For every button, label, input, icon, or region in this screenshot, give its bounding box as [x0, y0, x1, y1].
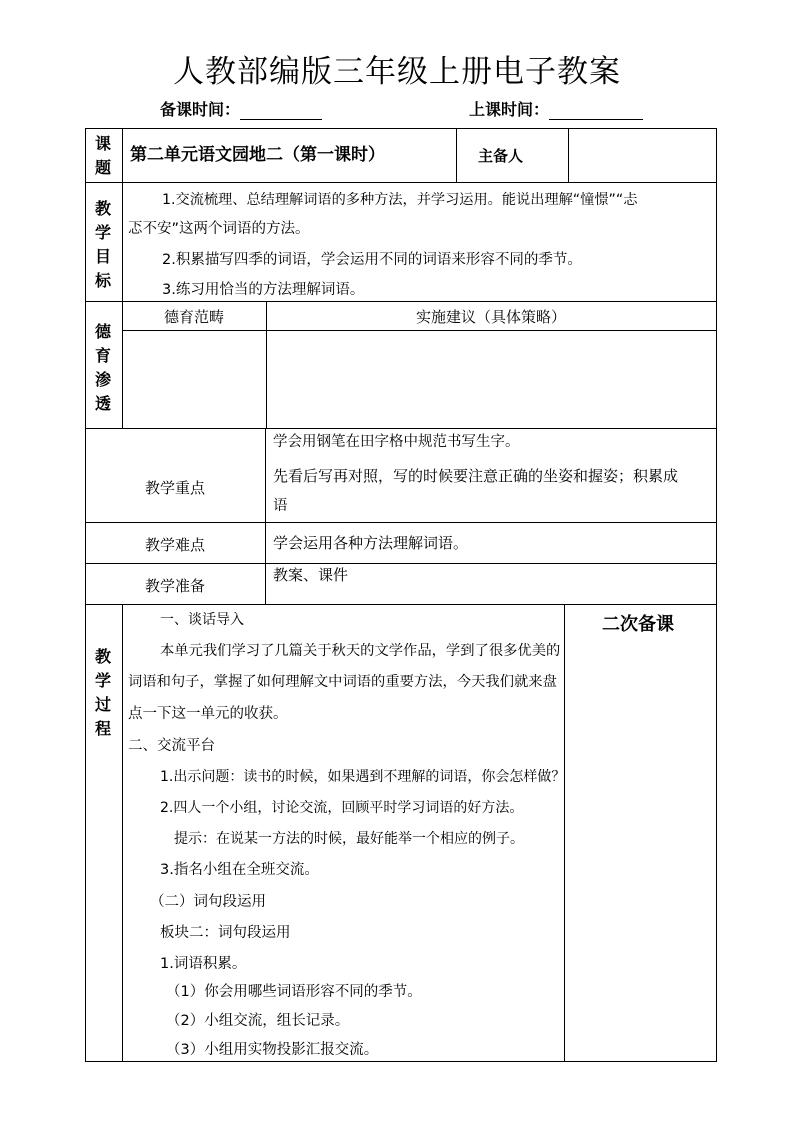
class-time-label: 上课时间：	[469, 100, 550, 119]
process-label-char: 学	[94, 671, 111, 690]
goals-label	[93, 197, 113, 293]
process-line: 点一下这一单元的收获。	[128, 706, 288, 722]
owner-label: 主备人	[478, 147, 524, 165]
moral-label-char: 透	[94, 394, 111, 413]
row-divider	[85, 563, 717, 564]
row-divider	[85, 301, 717, 302]
process-line: （1）你会用哪些词语形容不同的季节。	[166, 984, 422, 1000]
table-border-bottom	[85, 1061, 717, 1062]
topic-value: 第二单元语文园地二（第一课时）	[130, 145, 385, 165]
moral-label	[93, 320, 113, 416]
goals-label-char: 标	[94, 271, 111, 290]
col-divider	[122, 128, 123, 429]
topic-label-char: 课	[94, 134, 111, 153]
table-border-right	[716, 128, 717, 1062]
process-line: 板块二：词句段运用	[160, 925, 291, 941]
row-divider	[85, 604, 717, 605]
key-point-line: 学会用钢笔在田字格中规范书写生字。	[273, 434, 520, 450]
col-divider	[568, 128, 569, 183]
moral-label-char: 育	[94, 346, 111, 365]
col-divider	[122, 604, 123, 1062]
goals-label-char: 目	[94, 247, 111, 266]
goal-line: 1.交流梳理、总结理解词语的多种方法，并学习运用。能说出理解“憧憬”“忐	[162, 192, 638, 208]
col-divider	[456, 128, 457, 183]
process-line: 2.四人一个小组，讨论交流，回顾平时学习词语的好方法。	[160, 800, 524, 816]
prep-time-field	[160, 97, 322, 120]
process-line: 一、谈话导入	[160, 612, 244, 628]
preparation-label: 教学准备	[144, 577, 205, 595]
goals-label-char: 教	[94, 199, 111, 218]
process-line: 二、交流平台	[128, 738, 215, 754]
preparation-value: 教案、课件	[273, 566, 349, 584]
prep-time-blank	[240, 103, 322, 120]
class-time-blank	[549, 103, 643, 120]
difficulty-label: 教学难点	[144, 536, 205, 554]
class-time-field	[469, 97, 643, 120]
topic-label	[93, 132, 113, 180]
process-label-char: 教	[94, 647, 111, 666]
process-line: 本单元我们学习了几篇关于秋天的文学作品，学到了很多优美的	[160, 643, 561, 659]
moral-label-char: 德	[94, 322, 111, 341]
topic-label-char: 题	[94, 158, 111, 177]
second-prep-header: 二次备课	[602, 614, 674, 635]
row-divider	[85, 182, 717, 183]
process-line: 1.出示问题：读书的时候，如果遇到不理解的词语，你会怎样做？	[160, 769, 566, 785]
key-point-line: 先看后写再对照，写的时候要注意正确的坐姿和握姿；积累成	[273, 467, 679, 485]
goal-line: 3.练习用恰当的方法理解词语。	[162, 282, 365, 298]
process-line: （2）小组交流，组长记录。	[166, 1013, 350, 1029]
table-border-top	[85, 128, 717, 129]
process-line: （二）词句段运用	[150, 894, 266, 910]
prep-time-label: 备课时间：	[160, 100, 241, 119]
col-divider	[265, 428, 266, 604]
col-divider	[564, 604, 565, 1062]
row-divider	[85, 428, 717, 429]
process-line: （3）小组用实物投影汇报交流。	[166, 1042, 379, 1058]
process-label-char: 程	[94, 719, 111, 738]
row-divider	[85, 522, 717, 523]
key-points-label: 教学重点	[144, 479, 205, 497]
document-title: 人教部编版三年级上册电子教案	[173, 54, 621, 90]
goal-line: 2.积累描写四季的词语，学会运用不同的词语来形容不同的季节。	[162, 252, 582, 268]
process-label	[93, 645, 113, 741]
goal-line: 忑不安”这两个词语的方法。	[128, 221, 310, 237]
process-line: 3.指名小组在全班交流。	[160, 862, 319, 878]
process-line: 提示：在说某一方法的时候，最好能举一个相应的例子。	[174, 831, 524, 847]
row-divider	[122, 330, 717, 331]
process-label-char: 过	[94, 695, 111, 714]
moral-strategy-header: 实施建议（具体策略）	[415, 308, 566, 326]
difficulty-value: 学会运用各种方法理解词语。	[273, 534, 469, 552]
goals-label-char: 学	[94, 223, 111, 242]
moral-label-char: 渗	[94, 370, 111, 389]
key-point-line: 语	[273, 498, 288, 514]
process-line: 词语和句子，掌握了如何理解文中词语的重要方法，今天我们就来盘	[128, 674, 557, 690]
moral-category-header: 德育范畴	[163, 308, 224, 326]
process-line: 1.词语积累。	[160, 956, 247, 972]
